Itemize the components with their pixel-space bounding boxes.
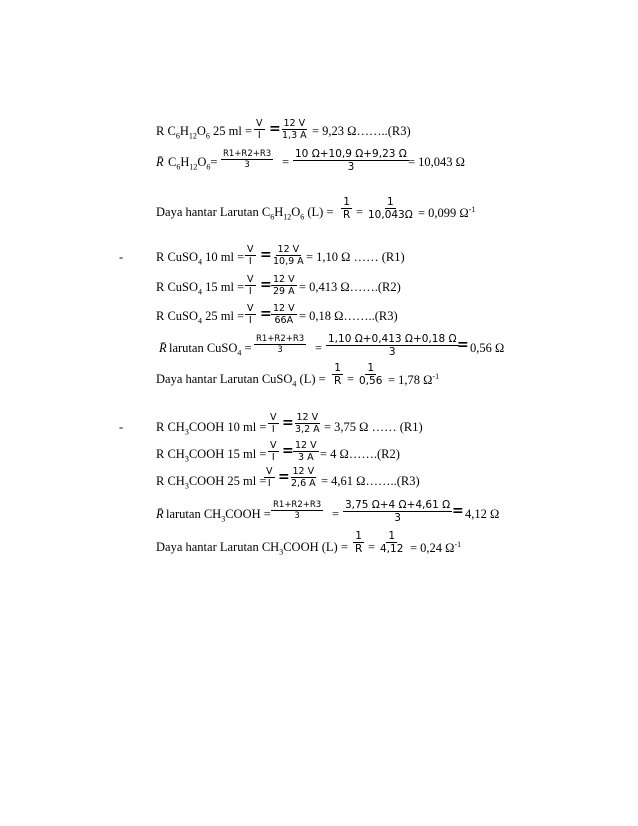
glucose-r25-equals: = [269, 121, 281, 137]
ch3cooh-daya-result: = 0,24 $\Omega^{-1}$ [410, 540, 462, 556]
ch3cooh-r25-fraction-vi: $\frac{V}{I}$ [266, 466, 273, 489]
cuso4-r25-equals: = [260, 306, 272, 322]
cuso4-daya-label: Daya hantar Larutan CuSO$_4$ (L) = [156, 372, 326, 389]
cuso4-avg-equals: = [315, 341, 323, 355]
ch3cooh-r25-result: = 4,61 Ω……..(R3) [321, 474, 420, 488]
glucose-r25-fraction-vi: $\frac{V}{I}$ [256, 118, 263, 141]
glucose-daya-result: = 0,099 $\Omega^{-1}$ [418, 205, 476, 221]
cuso4-avg-fraction-values: $\frac{1,10 \Omega+0,413 \Omega+0,18 \Omega}{3}$ [328, 333, 457, 358]
cuso4-r10-fraction-vi: $\frac{V}{I}$ [247, 244, 254, 267]
ch3cooh-avg-equals-2: = [452, 503, 464, 519]
ch3cooh-r10-result: = 3,75 Ω …… (R1) [324, 420, 423, 434]
ch3cooh-r10-fraction-vi: $\frac{V}{I}$ [270, 412, 277, 435]
cuso4-r10-equals: = [260, 247, 272, 263]
ch3cooh-r15-label: R $CH_3COOH$ 15 ml = [156, 447, 267, 464]
cuso4-daya-fraction-1r: $\frac{1}{R̄}$ [334, 362, 342, 387]
ch3cooh-daya-label: Daya hantar Larutan $CH_3COOH$ (L) = [156, 540, 348, 557]
cuso4-r25-fraction-vi: $\frac{V}{I}$ [247, 303, 254, 326]
ch3cooh-avg-equals: = [332, 507, 340, 521]
cuso4-bullet-dash: - [119, 250, 124, 264]
rbar-symbol: R̄ [156, 507, 164, 521]
ch3cooh-avg-fraction-values: $\frac{3,75 \Omega+4 \Omega+4,61 \Omega}{3}$ [345, 499, 451, 524]
cuso4-avg-result: 0,56 Ω [470, 341, 505, 355]
ch3cooh-r25-fraction-values: $\frac{12 V}{2,6 A}$ [291, 466, 316, 489]
cuso4-r15-fraction-vi: $\frac{V}{I}$ [247, 274, 254, 297]
ch3cooh-avg-result: 4,12 Ω [465, 507, 500, 521]
cuso4-r15-label: R CuSO$_4$ 15 ml = [156, 280, 245, 297]
glucose-daya-label: Daya hantar Larutan $C_6H_{12}O_6$ (L) = [156, 205, 334, 222]
ch3cooh-r15-result: = 4 Ω…….(R2) [320, 447, 400, 461]
rbar-symbol: R̄ [156, 155, 164, 169]
cuso4-r15-equals: = [260, 277, 272, 293]
glucose-avg-result: = 10,043 Ω [408, 155, 465, 169]
cuso4-r10-fraction-values: $\frac{12 V}{10,9 A}$ [273, 244, 304, 267]
ch3cooh-avg-fraction-formula: $\frac{R1+R2+R3}{3}$ [273, 500, 322, 521]
glucose-avg-fraction-formula: $\frac{R1+R2+R3}{3}$ [223, 149, 272, 170]
ch3cooh-daya-fraction-1r: $\frac{1}{R̄}$ [355, 530, 363, 555]
glucose-r25-result: = 9,23 Ω……..(R3) [312, 124, 411, 138]
ch3cooh-r10-label: R $CH_3COOH$ 10 ml = [156, 420, 267, 437]
cuso4-r10-result: = 1,10 Ω …… (R1) [306, 250, 405, 264]
cuso4-avg-equals-2: = [457, 337, 469, 353]
glucose-r25-label: R $C_6H_{12}O_6$ 25 ml = [156, 124, 252, 141]
glucose-r25-fraction-values: $\frac{12 V}{1,3 A}$ [282, 118, 307, 141]
ch3cooh-r25-equals: = [278, 469, 290, 485]
cuso4-r25-fraction-values: $\frac{12 V}{66A}$ [273, 303, 295, 326]
glucose-avg-fraction-values: $\frac{10 \Omega+10,9 \Omega+9,23 \Omega}{3}$ [295, 148, 407, 173]
ch3cooh-daya-fraction-values: $\frac{1}{4,12}$ [380, 530, 404, 555]
ch3cooh-r15-fraction-vi: $\frac{V}{I}$ [270, 440, 277, 463]
glucose-daya-equals: = [356, 205, 364, 219]
ch3cooh-daya-equals: = [368, 540, 376, 554]
glucose-daya-fraction-1r: $\frac{1}{R̄}$ [343, 196, 351, 221]
ch3cooh-r10-equals: = [282, 415, 294, 431]
ch3cooh-bullet-dash: - [119, 420, 124, 434]
cuso4-r15-result: = 0,413 Ω…….(R2) [299, 280, 401, 294]
cuso4-r10-label: R CuSO$_4$ 10 ml = [156, 250, 245, 267]
cuso4-r25-result: = 0,18 Ω……..(R3) [299, 309, 398, 323]
ch3cooh-r15-equals: = [282, 443, 294, 459]
cuso4-daya-result: = 1,78 $\Omega^{-1}$ [388, 372, 440, 388]
cuso4-r15-fraction-values: $\frac{12 V}{29 A}$ [273, 274, 295, 297]
ch3cooh-r10-fraction-values: $\frac{12 V}{3,2 A}$ [295, 412, 320, 435]
glucose-daya-fraction-values: $\frac{1}{10,043\Omega}$ [368, 196, 413, 221]
rbar-symbol: R̄ [159, 341, 167, 355]
ch3cooh-r25-label: R $CH_3COOH$ 25 ml = [156, 474, 267, 491]
cuso4-daya-equals: = [347, 372, 355, 386]
ch3cooh-r15-fraction-values: $\frac{12 V}{3 A}$ [295, 440, 317, 463]
glucose-avg-label: $C_6H_{12}O_6=$ [168, 155, 218, 172]
glucose-avg-equals: = [282, 155, 290, 169]
cuso4-r25-label: R CuSO$_4$ 25 ml = [156, 309, 245, 326]
cuso4-daya-fraction-values: $\frac{1}{0,56}$ [359, 362, 383, 387]
ch3cooh-avg-label: larutan $CH_3COOH$ = [166, 507, 271, 524]
cuso4-avg-label: larutan CuSO$_4$ = [169, 341, 252, 358]
cuso4-avg-fraction-formula: $\frac{R1+R2+R3}{3}$ [256, 334, 305, 355]
